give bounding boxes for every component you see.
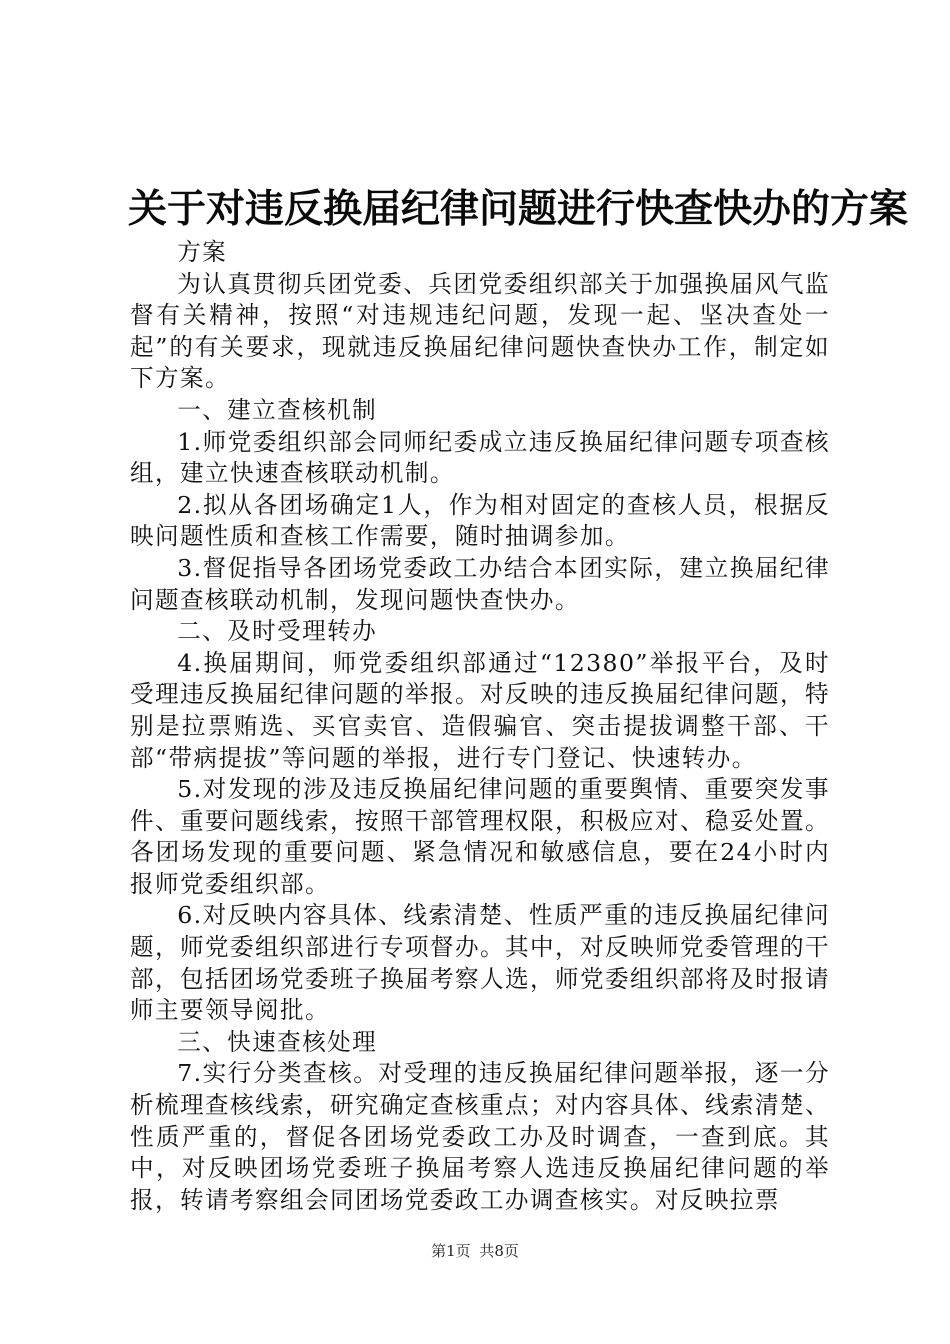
- paragraph-item-5: 5.对发现的涉及违反换届纪律问题的重要舆情、重要突发事件、重要问题线索，按照干部管理权限，积极应对、稳妥处置。各团场发现的重要问题、紧急情况和敏感信息，要在24小时内报师党委组织部。: [130, 775, 830, 898]
- section-heading-1: 一、建立查核机制: [177, 395, 378, 424]
- section-heading-3: 三、快速查核处理: [177, 1027, 378, 1056]
- paragraph-item-2: 2.拟从各团场确定1人，作为相对固定的查核人员，根据反映问题性质和查核工作需要，随时抽调参加。: [130, 490, 830, 551]
- document-body: [130, 237, 830, 1216]
- paragraph-item-7: 7.实行分类查核。对受理的违反换届纪律问题举报，逐一分析梳理查核线索，研究确定查核重点；对内容具体、线索清楚、性质严重的，督促各团场党委政工办及时调查，一查到底。其中，对反映团场党委班子换届考察人选违反换届纪律问题的举报，转请考察组会同团场党委政工办调查核实。对反映拉票: [130, 1059, 830, 1214]
- paragraph-item-6: 6.对反映内容具体、线索清楚、性质严重的违反换届纪律问题，师党委组织部进行专项督办。其中，对反映师党委管理的干部，包括团场党委班子换届考察人选，师党委组织部将及时报请师主要领导阅批。: [130, 901, 830, 1025]
- document-title: 关于对违反换届纪律问题进行快查快办的方案: [128, 187, 909, 232]
- page-number: 第1页: [431, 1242, 471, 1260]
- paragraph-item-3: 3.督促指导各团场党委政工办结合本团实际，建立换届纪律问题查核联动机制，发现问题快查快办。: [130, 553, 830, 614]
- section-heading-2: 二、及时受理转办: [177, 617, 378, 646]
- page-footer: [0, 1240, 950, 1262]
- paragraph-intro: 为认真贯彻兵团党委、兵团党委组织部关于加强换届风气监督有关精神，按照“对违规违纪问题，发现一起、坚决查处一起”的有关要求，现就违反换届纪律问题快查快办工作，制定如下方案。: [130, 269, 830, 393]
- paragraph-item-4: 4.换届期间，师党委组织部通过“12380”举报平台，及时受理违反换届纪律问题的举报。对反映的违反换届纪律问题，特别是拉票贿选、买官卖官、造假骗官、突击提拔调整干部、干部“带病提拔”等问题的举报，进行专门登记、快速转办。: [130, 648, 830, 772]
- paragraph-subtitle: 方案: [177, 238, 228, 266]
- page-total: 共8页: [479, 1242, 519, 1260]
- paragraph-item-1: 1.师党委组织部会同师纪委成立违反换届纪律问题专项查核组，建立快速查核联动机制。: [130, 427, 830, 488]
